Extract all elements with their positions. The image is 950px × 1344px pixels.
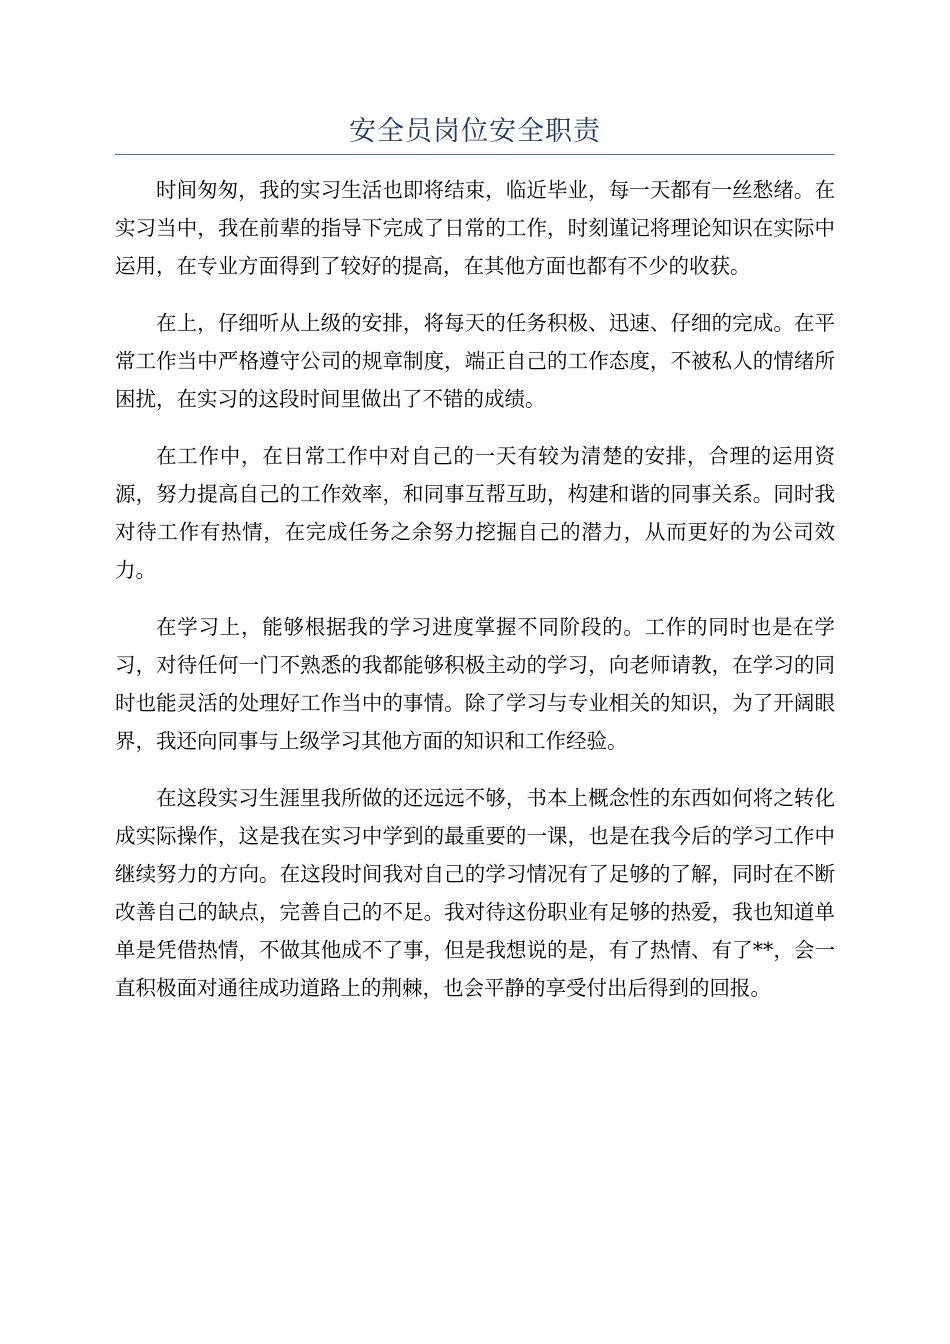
paragraph-3: 在工作中，在日常工作中对自己的一天有较为清楚的安排，合理的运用资源，努力提高自己的工作效率，和同事互帮互助，构建和谐的同事关系。同时我对待工作有热情，在完成任务之余努力挖掘自己的潜力，从而更好的为公司效力。 — [115, 444, 835, 582]
document-title: 安全员岗位安全职责 — [349, 116, 601, 147]
paragraph-5: 在这段实习生涯里我所做的还远远不够，书本上概念性的东西如何将之转化成实际操作，这是我在实习中学到的最重要的一课，也是在我今后的学习工作中继续努力的方向。在这段时间我对自己的学习情况有了足够的了解，同时在不断改善自己的缺点，完善自己的不足。我对待这份职业有足够的热爱，我也知道单单是凭借热情，不做其他成不了事，但是我想说的是，有了热情、有了**，会一直积极面对通往成功道路上的荆棘，也会平静的享受付出后得到的回报。 — [115, 786, 835, 1000]
title-underline — [115, 154, 835, 155]
paragraph-1: 时间匆匆，我的实习生活也即将结束，临近毕业，每一天都有一丝愁绪。在实习当中，我在前辈的指导下完成了日常的工作，时刻谨记将理论知识在实际中运用，在专业方面得到了较好的提高，在其他方面也都有不少的收获。 — [115, 178, 835, 278]
paragraph-2: 在上，仔细听从上级的安排，将每天的任务积极、迅速、仔细的完成。在平常工作当中严格遵守公司的规章制度，端正自己的工作态度，不被私人的情绪所困扰，在实习的这段时间里做出了不错的成绩。 — [115, 311, 835, 411]
document-body — [115, 171, 835, 1026]
paragraph-4: 在学习上，能够根据我的学习进度掌握不同阶段的。工作的同时也是在学习，对待任何一门不熟悉的我都能够积极主动的学习，向老师请教，在学习的同时也能灵活的处理好工作当中的事情。除了学习与专业相关的知识，为了开阔眼界，我还向同事与上级学习其他方面的知识和工作经验。 — [115, 615, 835, 753]
